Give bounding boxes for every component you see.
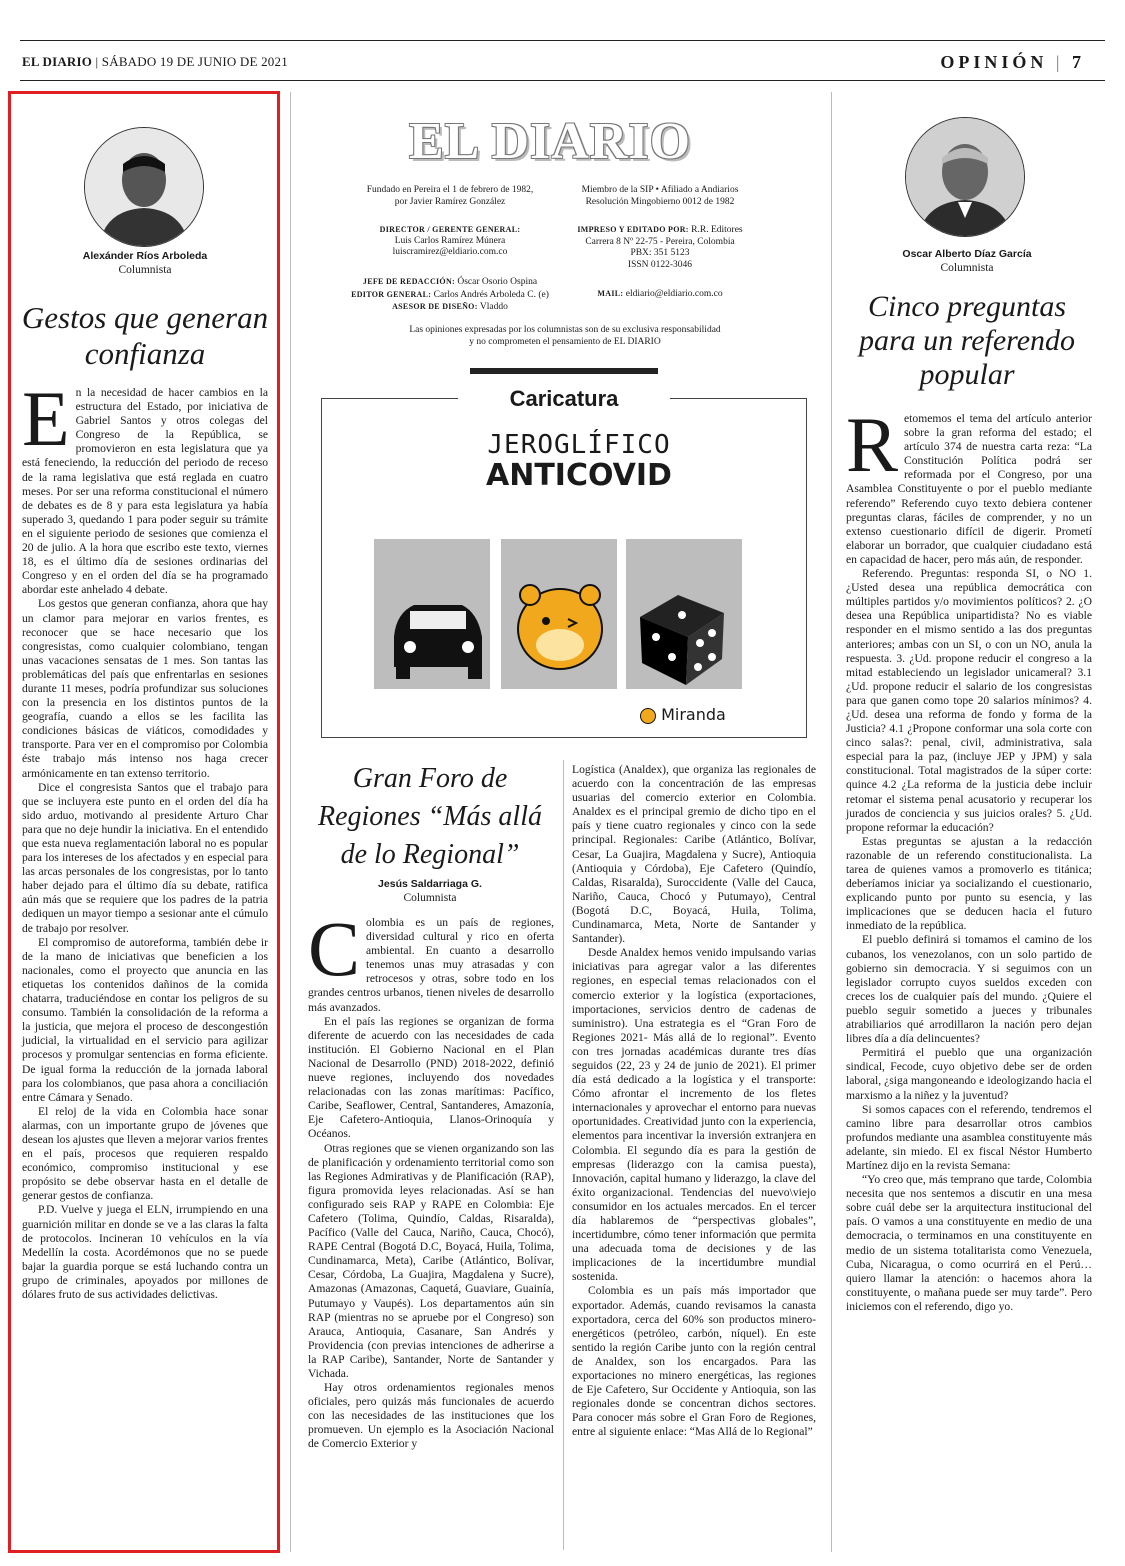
printer-label: IMPRESO Y EDITADO POR: bbox=[577, 225, 689, 234]
staff-label: EDITOR GENERAL: bbox=[351, 289, 432, 299]
drop-cap: C bbox=[308, 905, 361, 992]
drop-cap: E bbox=[22, 375, 70, 462]
paragraph bbox=[846, 401, 1092, 567]
page-header-left bbox=[22, 54, 288, 70]
paper-name: EL DIARIO bbox=[22, 54, 93, 69]
mail-address[interactable]: eldiario@eldiario.com.co bbox=[625, 289, 723, 299]
headline-left: Gestos que generan confianza bbox=[21, 300, 269, 371]
disclaimer-line: y no comprometen el pensamiento de EL DIARIO bbox=[469, 336, 661, 347]
director-label: DIRECTOR / GERENTE GENERAL: bbox=[379, 225, 521, 234]
top-rule bbox=[20, 40, 1105, 41]
founded-line: Fundado en Pereira el 1 de febrero de 1982, bbox=[366, 185, 534, 195]
headline-line: Regiones “Más allá bbox=[318, 801, 542, 832]
article-body-center-col2 bbox=[572, 763, 816, 1440]
paragraph-text: etomemos el tema del artículo anterior sobre la gran reforma del estado; el artículo 374 de nuestra carta reza: “La Constitución Política podrá ser reformada por el Congreso, por una Asamblea Constituyente o por el pueblo mediante referendo” Referendo cuyo texto debiera contener preguntas claras, fáciles de comprender, y no un extenso cuestionario difícil de digerir. Prometí elaborar un borrador, que cualquier ciudadano está en capacidad de hacer, pero más aún, de responder. bbox=[846, 412, 1092, 566]
cartoon-top-bar bbox=[470, 368, 658, 374]
column-divider bbox=[831, 92, 832, 1552]
disclaimer-line: Las opiniones expresadas por los columnistas son de su exclusiva responsabilidad bbox=[409, 325, 721, 335]
paragraph: Colombia es un país más importador que exportador. Además, cuando revisamos la canasta exportadora, cerca del 60% son productos minero-energéticos (petróleo, carbón, níquel). En este sentido la región Caribe junto con la región central de Analdex, son los encargados. Para las exportaciones no minero energéticas, las regiones de Eje Cafetero, Sur Occidente y Antioquia, son las regionales donde se concentran dichos sectores. Para conocer más sobre el Gran Foro de Regiones, entre al siguiente enlace: “Mas Allá de lo Regional” bbox=[572, 1284, 816, 1439]
phone: PBX: 351 5123 bbox=[630, 248, 690, 258]
sip-line: Miembro de la SIP • Afiliado a Andiarios bbox=[581, 185, 739, 195]
headline-line: Gran Foro de bbox=[352, 763, 508, 794]
founded-line: por Javier Ramírez González bbox=[394, 196, 506, 207]
page-number: 7 bbox=[1072, 52, 1085, 72]
paragraph: Dice el congresista Santos que el trabajo para que se incluyera este punto en el orden del día ha sido arduo, motivando al presidente Arturo Char para que no deje hundir la iniciativa. En el entendido que esta nueva reglamentación laboral no es popular para los intereses de los afectados y en especial para las arcas personales de los congresistas, por lo tanto haber dejado para el último día su debate, ratifica aún más que se requiere que los padres de la patria dediquen un mayor tiempo a sesionar ante el cúmulo de trabajo por resolver. bbox=[22, 780, 268, 935]
author-role-center: Columnista bbox=[403, 892, 457, 904]
page-header-right bbox=[940, 52, 1085, 73]
founded-info bbox=[340, 185, 560, 208]
staff-name: Carlos Andrés Arboleda C. (e) bbox=[433, 289, 549, 300]
paragraph: Desde Analdex hemos venido impulsando varias iniciativas para agregar valor a las diferentes regiones, en especial temas relacionados con el comercio exterior y la logística (exportaciones, importaciones, servicios dentro de cadenas de suministro). Una estrategia es el “Gran Foro de Regiones 2021- Más allá de lo regional”. Evento con tres jornadas académicas durante tres días seguidos (22, 23 y 24 de junio de 2021). El primer día está dedicado a la logística y el transporte: Cómo afrontar el incremento de los fletes internacionales y aprovechar el entorno para nuevas oportunidades. Creatividad junto con la experiencia, elementos para incentivar la inversión extranjera en Colombia. El segundo día es para la gestión de empresas (liderazgo con la camisa puesta), Innovación, capital humano y liderazgo, la clave del éxito organizacional. Tendencias del nuevo\viejo consumidor en los actuales mercados. En el tercer día hablaremos de “perspectivas globales”, incertidumbre, cómo tener información que permita una adecuada toma de decisiones y de las implicaciones de la incertidumbre mundial sostenida. bbox=[572, 946, 816, 1284]
mail-info bbox=[560, 288, 760, 301]
headline-line: para un referendo bbox=[858, 324, 1076, 357]
paragraph: Logística (Analdex), que organiza las regionales de acuerdo con la concentración de las empresas usuarias del comercio exterior en Colombia. Analdex es el principal gremio de dicho tipo en el país y tiene cuatro regionales y cinco con la sede principal. Regionales: Caribe (Atlántico, Bolívar, Cesar, La Guajira, Magdalena y Sucre), Antioquia (Antioquia y Córdoba), Eje Cafetero (Quindío, Caldas, Risaralda), Suroccidente (Valle del Cauca, Nariño, Cauca, Chocó y Putumayo), Central (Bogotá D.C, Boyacá, Huila, Tolima, Cundinamarca, Meta, Norte de Santander y Santander). bbox=[572, 763, 816, 946]
paragraph bbox=[22, 375, 268, 597]
headline-center bbox=[305, 760, 555, 874]
headline-line: popular bbox=[919, 358, 1015, 391]
avatar-icon bbox=[85, 128, 203, 246]
sip-info bbox=[560, 185, 760, 208]
paragraph: El compromiso de autoreforma, también debe ir de la mano de iniciativas que beneficien a los nacionales, como el proyecto que anuncia en las etiquetas los contenidos dañinos de la comida chatarra, traduciéndose en contar los peligros de su consumo. También la consolidación de la reforma a la justicia, que mejora el proceso de descongestión judicial, la virtualidad en el servicio para agilizar procesos y promulgar sentencias en forma eficiente. De igual forma la reducción de la jornada laboral para los colombianos, que pasa ahora a conciliación entre Cámara y Senado. bbox=[22, 935, 268, 1104]
article-body-center-col1 bbox=[308, 905, 554, 1452]
paragraph: Permitirá el pueblo que una organización sindical, Fecode, cuyo objetivo debe ser de orden laboral, ¿siga mangoneando e ideologizando hacia el marxismo a la niñez y la juventud? bbox=[846, 1046, 1092, 1102]
author-role-right: Columnista bbox=[940, 262, 994, 274]
drop-cap: R bbox=[846, 401, 899, 488]
sip-line: Resolución Mingobierno 0012 de 1982 bbox=[585, 196, 735, 207]
paragraph-text: olombia es un país de regiones, diversidad cultural y rico en oferta ambiental. En cuanto a desarrollo tenemos unas muy atrasadas y con retrocesos y otras, sobre todo en los grandes centros urbanos, tienen niveles de desarrollo más avanzados. bbox=[308, 916, 554, 1014]
hamster-icon bbox=[640, 708, 656, 724]
author-photo-right bbox=[905, 117, 1025, 237]
cartoon-section-title: Caricatura bbox=[458, 386, 670, 412]
staff-label: JEFE DE REDACCIÓN: bbox=[362, 277, 455, 286]
author-photo-left bbox=[84, 127, 204, 247]
article-body-left bbox=[22, 375, 268, 1302]
director-info bbox=[340, 224, 560, 259]
author-name-right: Oscar Alberto Díaz García bbox=[902, 248, 1032, 260]
author-name-center: Jesús Saldarriaga G. bbox=[378, 878, 482, 890]
paragraph: El reloj de la vida en Colombia hace sonar alarmas, con un importante grupo de jóvenes que desean los ajustes que lleven a mejorar varios frentes en el país, procesos que requieren respaldo económico, compromiso institucional y ese propósito se debe observar hasta en el detalle de generar gestos de confianza. bbox=[22, 1104, 268, 1203]
signature-text: Miranda bbox=[661, 705, 726, 724]
column-divider bbox=[290, 92, 291, 1552]
paragraph: P.D. Vuelve y juega el ELN, irrumpiendo en una guarnición militar en donde se ve a las claras la falta de protocolos. Incineran 10 vehículos en la vía Medellín la costa. Acordémonos que no se puede bajar la guardia porque se está luchando contra un grupo de criminales, apoyados por millones de dólares fruto de sus actividades delictivas. bbox=[22, 1203, 268, 1301]
cartoon-art bbox=[322, 430, 806, 717]
staff-name: Óscar Osorio Ospina bbox=[457, 277, 538, 287]
paragraph: Hay otros ordenamientos regionales menos oficiales, pero quizás más funcionales de acuerdo con las necesidades de las instituciones que los promueven. Un ejemplo es la Asociación Nacional de Comercio Exterior y bbox=[308, 1381, 554, 1451]
author-name-left: Alexánder Ríos Arboleda bbox=[82, 250, 208, 262]
paragraph-text: n la necesidad de hacer cambios en la estructura del Estado, por iniciativa de Gabriel Santos y otros colegas del Congreso de la República, se promovieron en esta legislatura que ya está feneciendo, la reducción del periodo de receso de la rama legislativa que está reglada en cuatro meses. Por ser una reforma constitucional el número de debates es de 8 y para esta legislatura ya había superado 3, quedando 1 para poder seguir su trámite en el siguiente periodo de sesiones que comienza el 20 de julio. A la hora que escribo este texto, viernes 18, es el último día de sesiones ordinarias del Congreso y en el orden del día se ha programado abordar este anhelado 4 debate. bbox=[22, 386, 268, 597]
section-name: OPINIÓN bbox=[940, 52, 1048, 72]
author-role-left: Columnista bbox=[118, 264, 172, 276]
masthead-logo: EL DIARIO bbox=[408, 113, 692, 170]
hamster-icon bbox=[518, 585, 602, 669]
paragraph bbox=[308, 905, 554, 1015]
paragraph: En el país las regiones se organizan de forma diferente de acuerdo con las necesidades de cada institución. El Gobierno Nacional en el Plan Nacional de Desarrollo (PND) 2018-2022, definió nueve regiones, incluyendo dos novedades relacionadas con las zonas marítimas: Pacífico, Caribe, Seaflower, Central, Santanderes, Amazonía, Eje Cafetero-Antioquia, Llanos-Orinoquía y Océanos. bbox=[308, 1014, 554, 1141]
header-separator: | bbox=[95, 54, 102, 69]
address: Carrera 8 Nº 22-75 - Pereira, Colombia bbox=[585, 236, 735, 247]
headline-line: de lo Regional” bbox=[340, 839, 520, 870]
rebus-illustration bbox=[322, 497, 806, 717]
paragraph: “Yo creo que, más temprano que tarde, Colombia necesita que nos sentemos a discutir en una mesa sobre cuál debe ser la arquitectura institucional del país. O vamos a una constituyente en medio de una democracia, o terminamos en una constituyente en medio de un sistema totalitarista como Venezuela, Cuba, Nicaragua, o como ocurrirá en el Perú… quiero llamar la atención: o hacemos ahora la constituyente, o mañana puede ser muy tarde”. Pero iniciemos con el referendo, digo yo. bbox=[846, 1173, 1092, 1313]
staff-label: ASESOR DE DISEÑO: bbox=[392, 302, 478, 311]
issn: ISSN 0122-3046 bbox=[627, 259, 693, 270]
header-separator: | bbox=[1055, 52, 1072, 72]
paragraph: El pueblo definirá si tomamos el camino de los cubanos, los venezolanos, con un solo partido de gobierno sin democracia. Y si seguimos con un legislador corrupto cuyos sueldos exceden con creces los de cualquier país del mundo. ¿Quiere el pueblo seguir sometido a jueces y tribunales atrabiliarios qué arrodillaron la nación pero dejan libres día a día delincuentes? bbox=[846, 933, 1092, 1046]
issue-date: SÁBADO 19 DE JUNIO DE 2021 bbox=[101, 54, 288, 69]
paragraph: Estas preguntas se ajustan a la redacción razonable de un referendo constitucionalista. La tarea de quienes vamos a promoverlo es titánica; deberíamos iniciar ya socializando el cuestionario, explicando punto por punto su esencia, y las implicaciones que se deducen hacia el futuro inmediato de la república. bbox=[846, 834, 1092, 933]
director-name: Luis Carlos Ramírez Múnera bbox=[394, 235, 506, 246]
staff-info bbox=[340, 276, 560, 314]
paragraph: Si somos capaces con el referendo, tendremos el camino libre para desarrollar otros cambios profundos mediante una asamblea constituyente más adelante, sin miedo. El ex fiscal Néstor Humberto Martínez dijo en la revista Semana: bbox=[846, 1102, 1092, 1172]
avatar-icon bbox=[906, 118, 1024, 236]
header-rule bbox=[20, 80, 1105, 81]
column-divider bbox=[563, 760, 564, 1550]
cartoon-line-1: JEROGLÍFICO bbox=[487, 430, 671, 460]
mail-label: MAIL: bbox=[597, 289, 624, 298]
printer-info bbox=[560, 224, 760, 271]
printer-name: R.R. Editores bbox=[691, 225, 743, 235]
paragraph: Los gestos que generan confianza, ahora que hay un clamor para mejorar en varios frentes, es reconocer que se hace necesario que los congresistas, como cualquier colombiano, tengan unas vacaciones sensatas de 1 mes. Son tantas las problemáticas del país que enfrentarlas en sesiones durante 11 meses, podría profundizar sus soluciones con la presencia en los distintos puntos de la geografía, cuando a ellos se les facilita las condiciones básicas de viáticos, comodidades y transporte. Para ver en el compromiso por Colombia éste trabajo más intenso nos haga crecer armónicamente en tan extenso territorio. bbox=[22, 597, 268, 780]
staff-name: Vladdo bbox=[479, 302, 508, 312]
disclaimer bbox=[320, 325, 810, 348]
director-email: luiscramirez@eldiario.com.co bbox=[392, 247, 508, 257]
paragraph: Otras regiones que se vienen organizando son las de planificación y ordenamiento territorial como son las Regiones Admirativas y de Planificación (RAP), figura promovida leyes relacionadas. Así se han configurado seis RAP y RAPE en Colombia: Eje Cafetero (Tolima, Quindío, Caldas, Risaralda), Pacífico (Valle del Cauca, Nariño, Cauca, Chocó), RAPE Central (Bogotá D.C, Boyacá, Huila, Tolima, Cundinamarca, Meta), Caribe (Atlántico, Bolívar, Cesar, Córdoba, La Guajira, Magdalena y Sucre), Amazonas (Amazonas, Caquetá, Guaviare, Guainía, Putumayo y Vaupés). Los departamentos aún sin RAP (mientras no se apruebe por el Congreso) son Arauca, Antioquia, Casanare, San Andrés y Providencia (con previas intenciones de adherirse a la RAP Caribe), Santander, Norte de Santander y Vichada. bbox=[308, 1141, 554, 1380]
article-body-right bbox=[846, 401, 1092, 1314]
cartoonist-signature bbox=[640, 705, 726, 724]
headline-line: Cinco preguntas bbox=[867, 290, 1067, 323]
cartoon-line-2: ANTICOVID bbox=[486, 458, 672, 493]
paragraph: Referendo. Preguntas: responda SI, o NO 1. ¿Usted desea una república democrática con múltiples partidos y/o movimientos políticos? 2. ¿O desea una República unipartidista? No es viable responder en el mismo sentido a las dos preguntas anteriores; ambas con un SI, o con un NO, anula la respuesta. 3. ¿Ud. propone reducir el congreso a la mitad estableciendo un legislador unicameral? 3.1 ¿Ud. propone reducir el salario de los congresistas para que ganen como tope 20 salarios mínimos? 4. ¿Ud. desea una reforma de fondo y forma de la Justicia? 4.1 ¿Propone conformar una sola corte con cinco salas?: penal, civil, administrativa, sala especial para la paz, (incluye JEP y JPM) y sala constitucional. Total magistrados de la súper corte: quince 4.2 ¿La reforma de la justicia debe incluir retomar el sistema penal acusatorio y recuperar los jurados de conciencia y sus juicios orales? 5. ¿Ud. propone reformar la educación? bbox=[846, 567, 1092, 834]
headline-right bbox=[842, 290, 1092, 392]
